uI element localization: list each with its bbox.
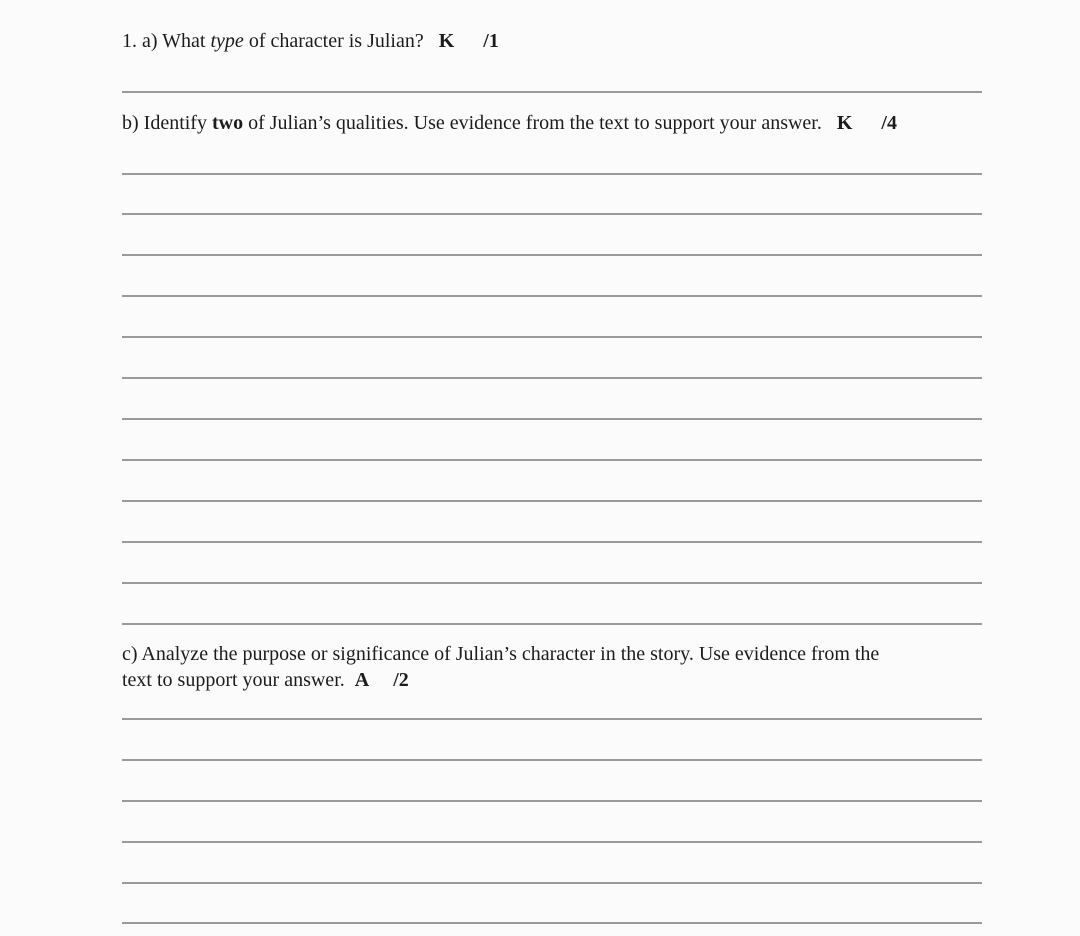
answer-line-c-3[interactable] [122,800,982,802]
answer-line-b-12[interactable] [122,623,982,625]
question-a-suffix: of character is Julian? [243,30,424,52]
answer-line-b-1[interactable] [122,173,982,175]
question-b-suffix: of Julian’s qualities. Use evidence from the text to support your answer. [243,112,822,134]
question-c-score: /2 [393,669,409,691]
question-a-level: K [438,30,455,52]
question-c-line2: text to support your answer. [122,669,345,691]
question-c [122,641,879,693]
answer-line-c-2[interactable] [122,759,982,761]
question-b [122,110,897,136]
question-a-prefix: 1. a) What [122,30,211,52]
question-b-prefix: b) Identify [122,112,212,134]
answer-line-b-2[interactable] [122,213,982,215]
answer-line-b-7[interactable] [122,418,982,420]
answer-line-c-6[interactable] [122,922,982,924]
question-b-score: /4 [881,112,897,134]
answer-line-c-5[interactable] [122,882,982,884]
answer-line-a-1[interactable] [122,91,982,93]
answer-line-b-9[interactable] [122,500,982,502]
answer-line-c-4[interactable] [122,841,982,843]
answer-line-b-3[interactable] [122,254,982,256]
answer-line-b-6[interactable] [122,377,982,379]
answer-line-b-5[interactable] [122,336,982,338]
answer-line-b-4[interactable] [122,295,982,297]
question-b-emphasis: two [211,112,244,134]
question-c-level: A [354,669,370,691]
answer-line-b-11[interactable] [122,582,982,584]
answer-line-b-8[interactable] [122,459,982,461]
question-c-line2-wrap [122,667,879,693]
question-a-score: /1 [483,30,499,52]
question-b-level: K [836,112,853,134]
question-c-line1: c) Analyze the purpose or significance of Julian’s character in the story. Use evidence from the [122,643,880,665]
question-a-emphasis: type [210,30,244,52]
answer-line-b-10[interactable] [122,541,982,543]
answer-line-c-1[interactable] [122,718,982,720]
question-a [122,28,499,54]
